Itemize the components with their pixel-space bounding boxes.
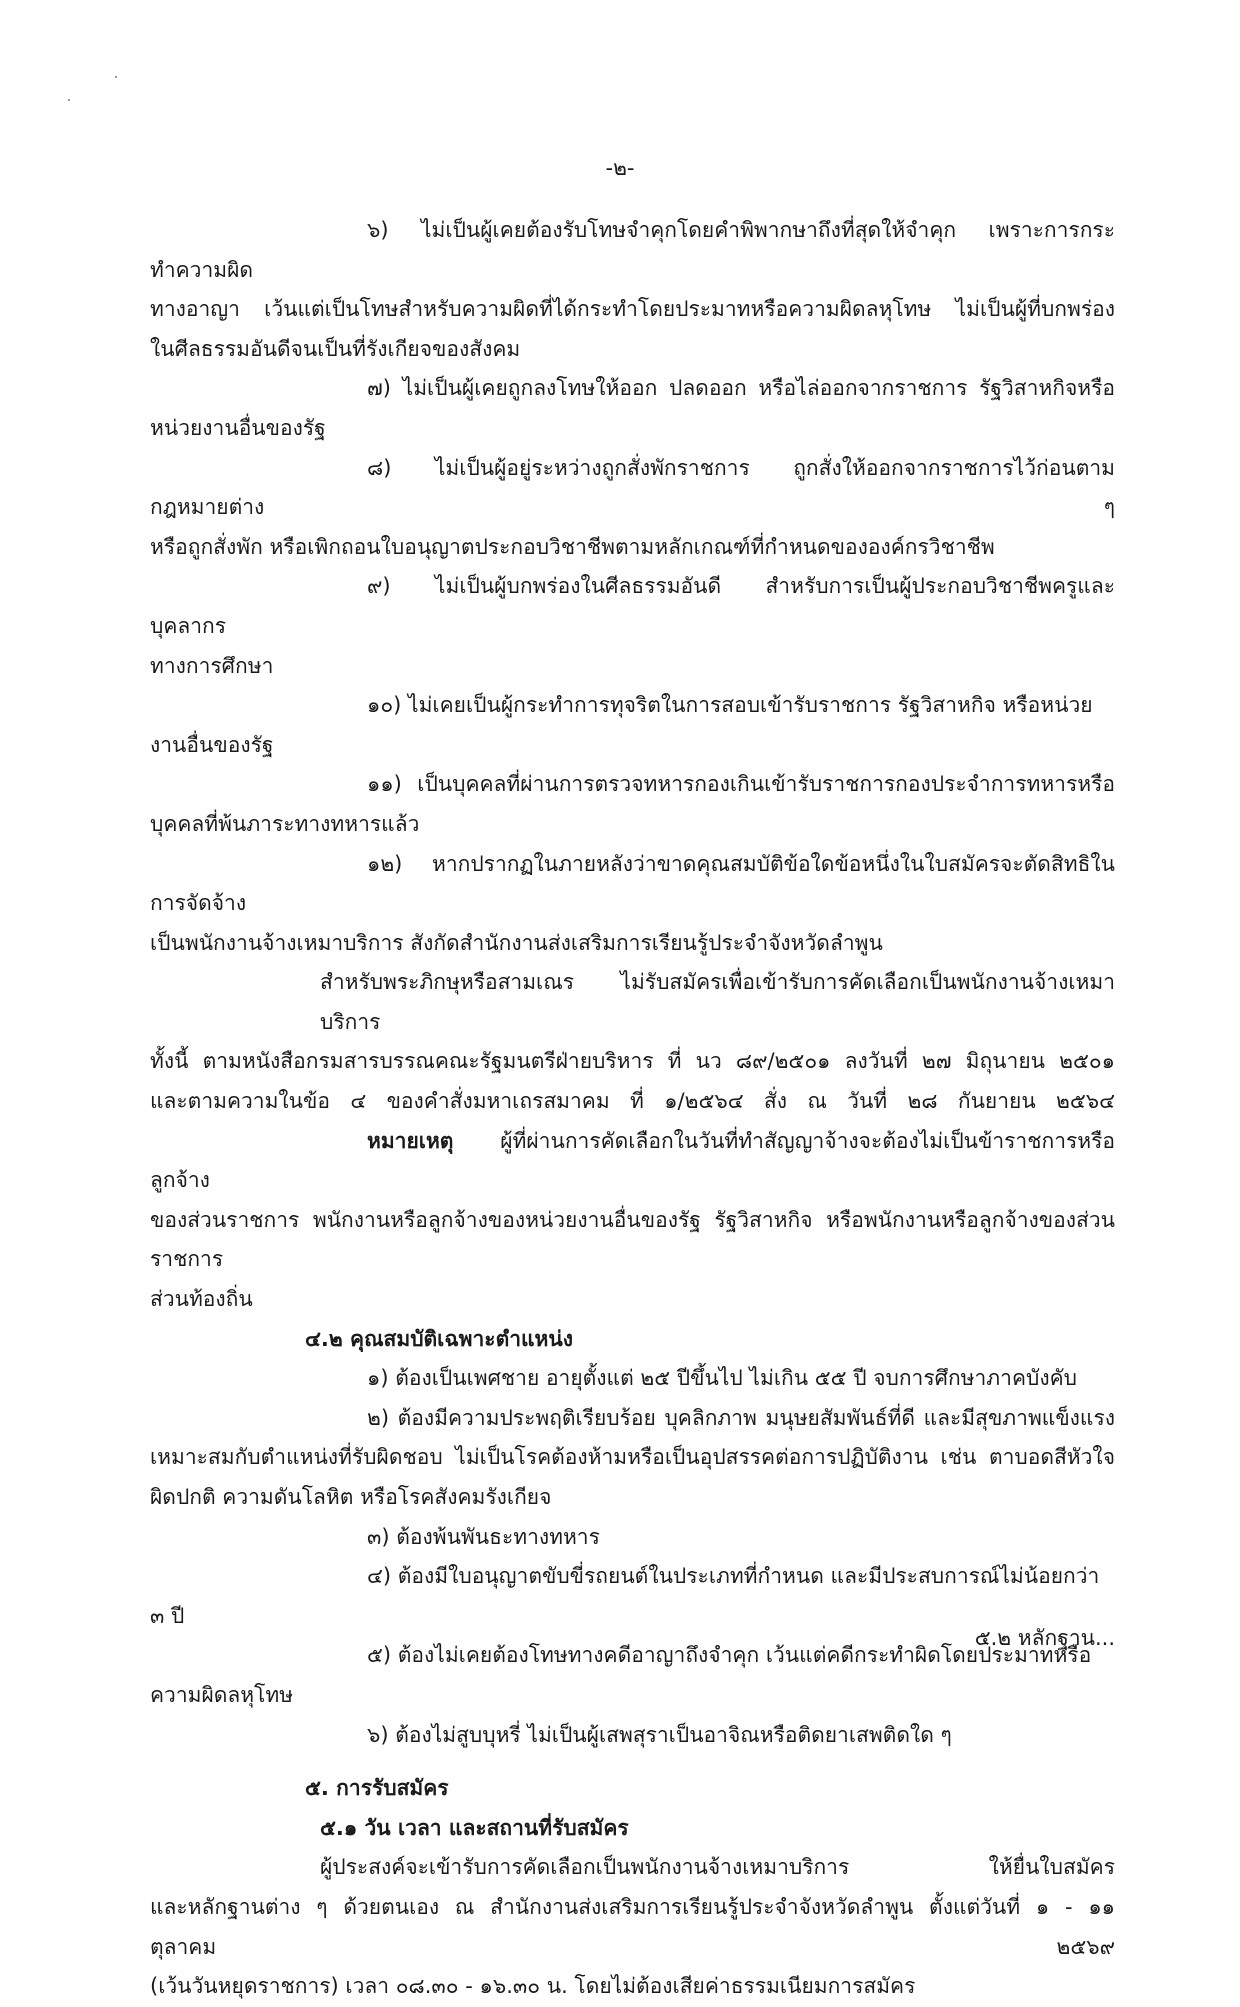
clause-11-line-2: บุคคลที่พ้นภาระทางทหารแล้ว xyxy=(150,811,420,836)
scan-speck xyxy=(115,76,117,78)
application-line-2: และหลักฐานต่าง ๆ ด้วยตนเอง ณ สำนักงานส่งเสริมการเรียนรู้ประจำจังหวัดลำพูน ตั้งแต่วันที่ ๑ - ๑๑ ตุลาคม ๒๕๖๙ xyxy=(150,1894,1115,1959)
heading-4-2: ๔.๒ คุณสมบัติเฉพาะตำแหน่ง xyxy=(305,1326,573,1351)
clause-6-line-3: ในศีลธรรมอันดีจนเป็นที่รังเกียจของสังคม xyxy=(150,336,521,361)
qualification-2-line-1: ๒) ต้องมีความประพฤติเรียบร้อย บุคลิกภาพ มนุษยสัมพันธ์ที่ดี และมีสุขภาพแข็งแรง xyxy=(367,1405,1115,1430)
qualification-1: ๑) ต้องเป็นเพศชาย อายุตั้งแต่ ๒๕ ปีขึ้นไป ไม่เกิน ๕๕ ปี จบการศึกษาภาคบังคับ xyxy=(367,1366,1077,1391)
qualification-2-line-2: เหมาะสมกับตำแหน่งที่รับผิดชอบ ไม่เป็นโรคต้องห้ามหรือเป็นอุปสรรคต่อการปฏิบัติงาน เช่น ตาบอดสีหัวใจ xyxy=(150,1445,1115,1470)
qualification-5: ๕) ต้องไม่เคยต้องโทษทางคดีอาญาถึงจำคุก เว้นแต่คดีกระทำผิดโดยประมาทหรือความผิดลหุโทษ xyxy=(150,1643,1092,1707)
clause-7-line-1: ๗) ไม่เป็นผู้เคยถูกลงโทษให้ออก ปลดออก หรือไล่ออกจากราชการ รัฐวิสาหกิจหรือ xyxy=(367,376,1115,401)
document-body xyxy=(150,211,1115,2007)
application-line-1: ผู้ประสงค์จะเข้ารับการคัดเลือกเป็นพนักงานจ้างเหมาบริการ ให้ยื่นใบสมัคร xyxy=(320,1855,1115,1880)
clause-8-line-1: ๘) ไม่เป็นผู้อยู่ระหว่างถูกสั่งพักราชการ ถูกสั่งให้ออกจากราชการไว้ก่อนตามกฎหมายต่าง ๆ xyxy=(150,455,1115,520)
heading-5-1: ๕.๑ วัน เวลา และสถานที่รับสมัคร xyxy=(320,1815,629,1840)
remark-line-1 xyxy=(150,1122,1115,1201)
monk-note-line-2: ทั้งนี้ ตามหนังสือกรมสารบรรณคณะรัฐมนตรีฝ่ายบริหาร ที่ นว ๘๙/๒๕๐๑ ลงวันที่ ๒๗ มิถุนายน ๒๕๐๑ xyxy=(150,1049,1115,1074)
clause-12-line-1: ๑๒) หากปรากฏในภายหลังว่าขาดคุณสมบัติข้อใดข้อหนึ่งในใบสมัครจะตัดสิทธิในการจัดจ้าง xyxy=(150,851,1115,916)
monk-note-line-1: สำหรับพระภิกษุหรือสามเณร ไม่รับสมัครเพื่อเข้ารับการคัดเลือกเป็นพนักงานจ้างเหมาบริการ xyxy=(320,970,1115,1034)
clause-10-line-1: ๑๐) ไม่เคยเป็นผู้กระทำการทุจริตในการสอบเข้ารับราชการ รัฐวิสาหกิจ หรือหน่วยงานอื่นของรัฐ xyxy=(150,693,1093,757)
remark-label: หมายเหตุ xyxy=(367,1128,454,1153)
clause-6-line-2: ทางอาญา เว้นแต่เป็นโทษสำหรับความผิดที่ได้กระทำโดยประมาทหรือความผิดลหุโทษ ไม่เป็นผู้ที่บกพร่อง xyxy=(150,297,1115,322)
heading-5: ๕. การรับสมัคร xyxy=(305,1776,449,1801)
clause-11-line-1: ๑๑) เป็นบุคคลที่ผ่านการตรวจทหารกองเกินเข้ารับราชการกองประจำการทหารหรือ xyxy=(367,772,1115,797)
scan-speck xyxy=(68,99,70,101)
qualification-3: ๓) ต้องพ้นพันธะทางทหาร xyxy=(367,1524,600,1549)
clause-9-line-1: ๙) ไม่เป็นผู้บกพร่องในศีลธรรมอันดี สำหรับการเป็นผู้ประกอบวิชาชีพครูและบุคลากร xyxy=(150,574,1115,638)
remark-text: ผู้ที่ผ่านการคัดเลือกในวันที่ทำสัญญาจ้างจะต้องไม่เป็นข้าราชการหรือลูกจ้าง xyxy=(150,1128,1115,1193)
remark-line-2: ของส่วนราชการ พนักงานหรือลูกจ้างของหน่วยงานอื่นของรัฐ รัฐวิสาหกิจ หรือพนักงานหรือลูกจ้างของส่วนราชการ xyxy=(150,1207,1115,1272)
application-line-3: (เว้นวันหยุดราชการ) เวลา ๐๘.๓๐ - ๑๖.๓๐ น. โดยไม่ต้องเสียค่าธรรมเนียมการสมัคร xyxy=(150,1974,916,1999)
remark-line-3: ส่วนท้องถิ่น xyxy=(150,1287,253,1312)
qualification-6: ๖) ต้องไม่สูบบุหรี่ ไม่เป็นผู้เสพสุราเป็นอาจิณหรือติดยาเสพติดใด ๆ xyxy=(367,1722,952,1747)
clause-8-line-2: หรือถูกสั่งพัก หรือเพิกถอนใบอนุญาตประกอบวิชาชีพตามหลักเกณฑ์ที่กำหนดขององค์กรวิชาชีพ xyxy=(150,534,995,559)
continuation-footer: ๕.๒ หลักฐาน... xyxy=(974,1626,1115,1650)
clause-6-line-1: ๖) ไม่เป็นผู้เคยต้องรับโทษจำคุกโดยคำพิพากษาถึงที่สุดให้จำคุก เพราะการกระทำความผิด xyxy=(150,218,1115,282)
page-number: -๒- xyxy=(605,156,635,180)
clause-9-line-2: ทางการศึกษา xyxy=(150,653,274,678)
clause-7-line-2: หน่วยงานอื่นของรัฐ xyxy=(150,415,326,440)
clause-12-line-2: เป็นพนักงานจ้างเหมาบริการ สังกัดสำนักงานส่งเสริมการเรียนรู้ประจำจังหวัดลำพูน xyxy=(150,930,883,955)
qualification-4: ๔) ต้องมีใบอนุญาตขับขี่รถยนต์ในประเภทที่กำหนด และมีประสบการณ์ไม่น้อยกว่า ๓ ปี xyxy=(150,1564,1100,1628)
qualification-2-line-3: ผิดปกติ ความดันโลหิต หรือโรคสังคมรังเกียจ xyxy=(150,1485,552,1509)
monk-note-line-3: และตามความในข้อ ๔ ของคำสั่งมหาเถรสมาคม ที่ ๑/๒๕๖๔ สั่ง ณ วันที่ ๒๘ กันยายน ๒๕๖๔ xyxy=(150,1089,1115,1114)
